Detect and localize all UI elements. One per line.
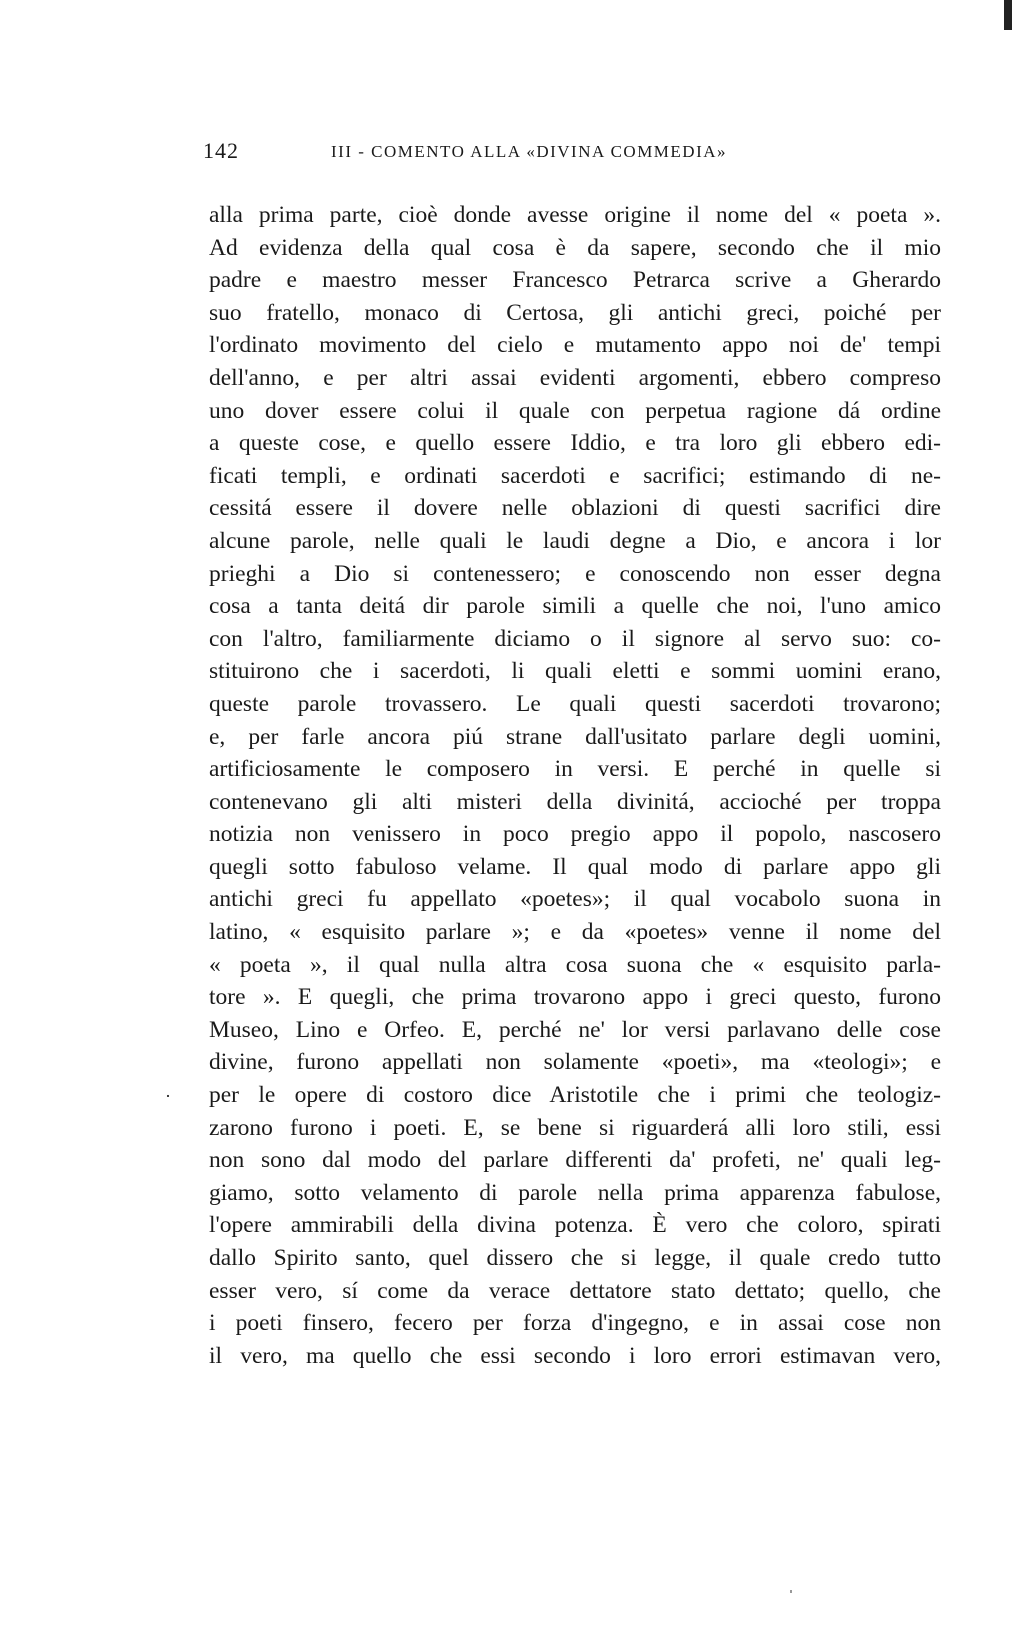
text-line: Ad evidenza della qual cosa è da sapere, secondo che il mio [209,234,941,261]
text-line: alla prima parte, cioè donde avesse origine il nome del « poeta ». [209,202,941,228]
text-line: tore ». E quegli, che prima trovarono appo i greci questo, furono [209,984,941,1011]
text-line: l'ordinato movimento del cielo e mutamento appo noi de' tempi [209,332,941,359]
text-line: e, per farle ancora piú strane dall'usitato parlare degli uomini, [209,723,941,750]
text-line: ficati templi, e ordinati sacerdoti e sacrifici; estimando di ne- [209,462,941,489]
margin-dot: · [165,1086,171,1106]
running-head: III - COMENTO ALLA «DIVINA COMMEDIA» [331,142,728,161]
text-line: contenevano gli alti misteri della divinitá, accioché per troppa [209,788,941,815]
text-line: non sono dal modo del parlare differenti da' profeti, ne' quali leg- [209,1147,941,1174]
text-line: cessitá essere il dovere nelle oblazioni di questi sacrifici dire [209,495,941,522]
text-line: a queste cose, e quello essere Iddio, e tra loro gli ebbero edi- [209,430,941,457]
text-line: prieghi a Dio si contenessero; e conoscendo non esser degna [209,560,941,587]
text-line: il vero, ma quello che essi secondo i loro errori estimavan vero, [209,1342,941,1369]
text-line: suo fratello, monaco di Certosa, gli antichi greci, poiché per [209,299,941,326]
scan-edge-mark [1004,0,1012,30]
text-line: uno dover essere colui il quale con perpetua ragione dá ordine [209,397,941,424]
text-line: alcune parole, nelle quali le laudi degne a Dio, e ancora i lor [209,527,941,554]
text-line: latino, « esquisito parlare »; e da «poetes» venne il nome del [209,919,941,946]
text-line: dell'anno, e per altri assai evidenti argomenti, ebbero compreso [209,364,941,391]
text-line: artificiosamente le composero in versi. E perché in quelle si [209,756,941,783]
scan-speck [790,1590,792,1593]
body-text [209,199,941,1372]
text-line: antichi greci fu appellato «poetes»; il qual vocabolo suona in [209,886,941,913]
text-line: per le opere di costoro dice Aristotile che i primi che teologiz- [209,1082,941,1109]
text-line: con l'altro, familiarmente diciamo o il signore al servo suo: co- [209,625,941,652]
page-header [203,138,943,168]
text-line: Museo, Lino e Orfeo. E, perché ne' lor versi parlavano delle cose [209,1016,941,1043]
text-line: l'opere ammirabili della divina potenza. È vero che coloro, spirati [209,1212,941,1239]
text-line: cosa a tanta deitá dir parole simili a quelle che noi, l'uno amico [209,593,941,620]
text-line: stituirono che i sacerdoti, li quali eletti e sommi uomini erano, [209,658,941,685]
text-line: padre e maestro messer Francesco Petrarca scrive a Gherardo [209,267,941,294]
text-line: « poeta », il qual nulla altra cosa suona che « esquisito parla- [209,951,941,978]
text-line: giamo, sotto velamento di parole nella prima apparenza fabulose, [209,1179,941,1206]
text-line: esser vero, sí come da verace dettatore stato dettato; quello, che [209,1277,941,1304]
text-line: i poeti finsero, fecero per forza d'ingegno, e in assai cose non [209,1310,941,1337]
text-line: dallo Spirito santo, quel dissero che si legge, il quale credo tutto [209,1245,941,1271]
text-line: quegli sotto fabuloso velame. Il qual modo di parlare appo gli [209,853,941,880]
text-line: zarono furono i poeti. E, se bene si riguarderá alli loro stili, essi [209,1114,941,1141]
page-number: 142 [203,138,239,163]
text-line: notizia non venissero in poco pregio appo il popolo, nascosero [209,821,941,848]
text-line: divine, furono appellati non solamente «poeti», ma «teologi»; e [209,1049,941,1076]
text-line: queste parole trovassero. Le quali questi sacerdoti trovarono; [209,690,941,717]
